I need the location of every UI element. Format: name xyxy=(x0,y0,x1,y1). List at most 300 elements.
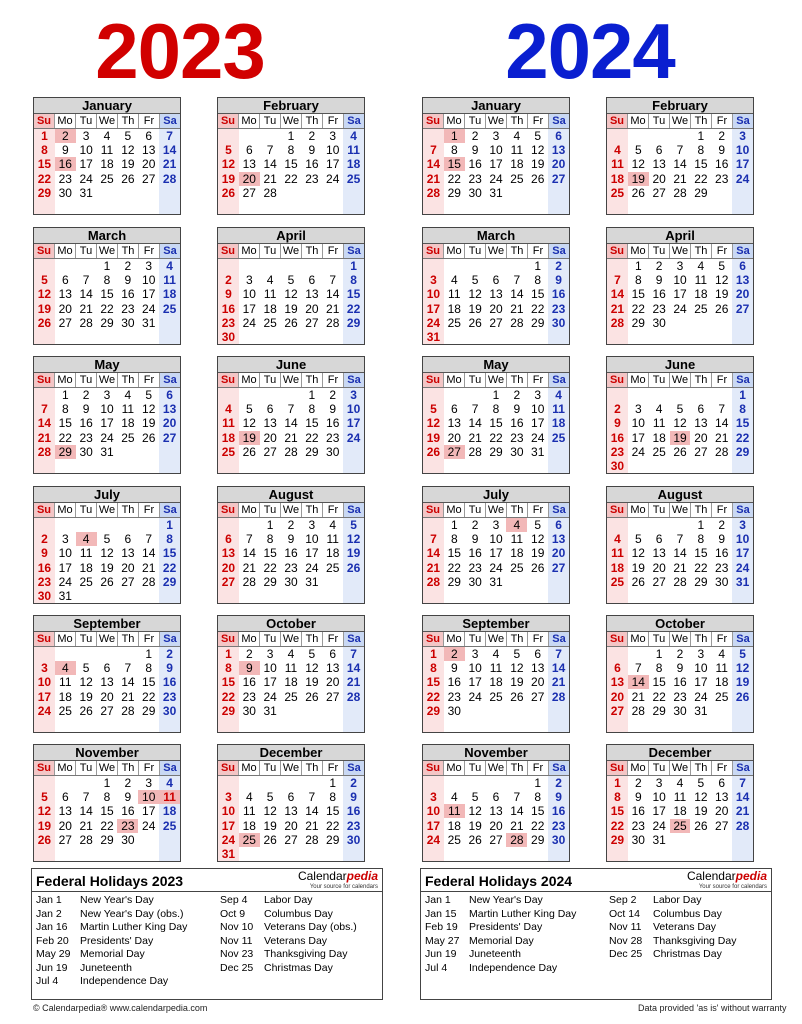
day-cell: 30 xyxy=(121,832,135,847)
weekday-label: Fr xyxy=(712,244,733,258)
day-cell: 16 xyxy=(326,416,340,431)
day-cell: 9 xyxy=(471,532,479,547)
empty-cell xyxy=(444,718,465,732)
week-row xyxy=(423,518,569,532)
day-cell: 4 xyxy=(655,402,663,417)
day-cell: 13 xyxy=(652,546,666,561)
day-cell: 9 xyxy=(614,416,621,431)
weekday-header xyxy=(34,503,180,518)
day-cell: 29 xyxy=(531,315,545,330)
day-cell: 27 xyxy=(58,315,72,330)
day-cell: 24 xyxy=(263,689,277,704)
day-cell: 27 xyxy=(100,703,114,718)
month-name: June xyxy=(607,357,753,373)
weekday-label: Su xyxy=(607,503,628,517)
day-cell: 21 xyxy=(426,171,441,186)
footer-copyright[interactable]: © Calendarpedia® www.calendarpedia.com xyxy=(33,1003,208,1013)
week-row xyxy=(34,561,180,575)
day-cell: 24 xyxy=(426,315,441,330)
weekday-label: Mo xyxy=(444,373,465,387)
empty-cell xyxy=(649,330,670,344)
day-cell: 16 xyxy=(551,287,566,302)
month-name: September xyxy=(423,616,569,632)
weekday-label: We xyxy=(670,373,691,387)
day-cell: 22 xyxy=(305,430,319,445)
weekday-label: Fr xyxy=(528,244,549,258)
week-row xyxy=(423,647,569,661)
day-cell: 31 xyxy=(426,329,441,344)
week-row xyxy=(34,459,180,473)
day-cell: 6 xyxy=(145,129,153,143)
day-cell: 1 xyxy=(329,776,337,790)
empty-cell xyxy=(711,833,732,847)
calendarpedia-logo[interactable]: Calendarpedia Your source for calendars xyxy=(686,869,767,890)
weekday-label: Tu xyxy=(76,632,97,646)
day-cell: 22 xyxy=(100,301,114,316)
day-cell: 23 xyxy=(631,818,645,833)
week-row xyxy=(34,847,180,861)
day-cell: 10 xyxy=(346,402,361,417)
week-row xyxy=(607,718,753,732)
weekday-label: We xyxy=(281,373,302,387)
month-october-2024 xyxy=(606,615,754,733)
empty-cell xyxy=(218,200,239,214)
day-cell: 10 xyxy=(652,790,666,805)
weekday-label: Th xyxy=(691,503,712,517)
day-cell: 29 xyxy=(162,574,177,589)
holiday-item xyxy=(425,962,576,976)
day-cell: 16 xyxy=(221,301,236,316)
empty-cell xyxy=(55,330,76,344)
weekday-label: Mo xyxy=(55,373,76,387)
day-cell: 17 xyxy=(694,675,708,690)
empty-cell xyxy=(423,259,444,273)
day-cell: 1 xyxy=(739,388,746,402)
empty-cell xyxy=(506,776,527,790)
empty-cell xyxy=(670,833,691,847)
empty-cell xyxy=(260,330,281,344)
empty-cell xyxy=(97,518,118,532)
day-cell: 20 xyxy=(447,430,461,445)
weekday-header xyxy=(607,632,753,647)
weekday-label: Su xyxy=(34,761,55,775)
day-cell: 22 xyxy=(694,560,708,575)
day-cell: 5 xyxy=(634,143,642,158)
month-name: August xyxy=(218,487,364,503)
day-cell: 21 xyxy=(284,430,298,445)
week-row xyxy=(34,790,180,804)
day-cell: 27 xyxy=(489,315,503,330)
week-row xyxy=(423,833,569,847)
holiday-name: Juneteenth xyxy=(80,961,132,974)
day-cell: 26 xyxy=(694,818,708,833)
day-cell: 25 xyxy=(79,574,93,589)
empty-cell xyxy=(117,647,138,661)
day-cell: 11 xyxy=(489,661,503,676)
day-cell: 14 xyxy=(673,157,687,172)
day-cell: 23 xyxy=(121,301,135,316)
empty-cell xyxy=(506,847,527,861)
day-cell: 12 xyxy=(468,287,482,302)
weekday-label: Tu xyxy=(260,244,281,258)
holiday-date: Feb 20 xyxy=(36,934,69,947)
week-row xyxy=(34,200,180,214)
week-row xyxy=(218,819,364,833)
month-august-2024 xyxy=(606,486,754,604)
holiday-day-cell: 16 xyxy=(55,157,76,171)
day-cell: 5 xyxy=(287,273,295,288)
day-cell: 7 xyxy=(82,273,90,288)
day-cell: 7 xyxy=(41,402,48,417)
day-cell: 3 xyxy=(41,661,48,676)
day-cell: 17 xyxy=(531,416,545,431)
empty-cell xyxy=(343,200,364,214)
day-cell: 6 xyxy=(492,790,500,805)
week-row xyxy=(218,776,364,790)
holiday-item xyxy=(36,975,187,989)
week-row xyxy=(218,143,364,157)
day-cell: 22 xyxy=(652,689,666,704)
day-cell: 1 xyxy=(350,259,357,273)
holiday-date: Sep 2 xyxy=(609,894,637,906)
day-cell: 24 xyxy=(468,689,482,704)
weekday-label: Th xyxy=(118,503,139,517)
empty-cell xyxy=(34,259,55,273)
empty-cell xyxy=(34,518,55,532)
month-december-2023 xyxy=(217,744,365,862)
day-cell: 10 xyxy=(100,402,114,417)
week-row xyxy=(607,819,753,833)
day-cell: 24 xyxy=(531,430,545,445)
empty-cell xyxy=(423,200,444,214)
day-cell: 30 xyxy=(673,703,687,718)
day-cell: 11 xyxy=(326,532,339,547)
week-row xyxy=(218,287,364,301)
month-name: March xyxy=(423,228,569,244)
empty-cell xyxy=(527,575,548,589)
empty-cell xyxy=(732,186,753,200)
holiday-item xyxy=(609,908,736,922)
weekday-header xyxy=(607,373,753,388)
holiday-name: Veterans Day xyxy=(264,934,328,947)
weekday-label: Mo xyxy=(444,244,465,258)
week-row xyxy=(218,833,364,847)
empty-cell xyxy=(260,589,281,603)
day-cell: 9 xyxy=(61,143,69,158)
day-cell: 18 xyxy=(489,675,503,690)
week-row xyxy=(34,431,180,445)
day-cell: 13 xyxy=(221,546,236,561)
week-row xyxy=(34,143,180,157)
day-cell: 25 xyxy=(652,444,666,459)
day-cell: 17 xyxy=(305,546,319,561)
month-july-2024 xyxy=(422,486,570,604)
weekday-label: Su xyxy=(607,632,628,646)
week-row xyxy=(34,690,180,704)
empty-cell xyxy=(281,200,302,214)
day-cell: 6 xyxy=(697,402,705,417)
empty-cell xyxy=(239,518,260,532)
day-cell: 15 xyxy=(531,804,545,819)
day-cell: 25 xyxy=(58,703,72,718)
day-cell: 21 xyxy=(121,689,135,704)
weekday-label: Sa xyxy=(344,761,364,775)
footer-disclaimer: Data provided 'as is' without warranty xyxy=(638,1003,787,1013)
empty-cell xyxy=(670,847,691,861)
day-cell: 19 xyxy=(694,804,708,819)
day-cell: 11 xyxy=(510,532,524,547)
week-row xyxy=(607,690,753,704)
week-row xyxy=(218,589,364,603)
day-cell: 20 xyxy=(551,546,566,561)
empty-cell xyxy=(423,718,444,732)
day-cell: 14 xyxy=(673,546,687,561)
weekday-label: Th xyxy=(691,761,712,775)
day-cell: 19 xyxy=(221,171,236,186)
weekday-label: Th xyxy=(302,761,323,775)
day-cell: 3 xyxy=(430,790,437,805)
weekday-header xyxy=(423,114,569,129)
empty-cell xyxy=(322,330,343,344)
holiday-item xyxy=(36,935,187,949)
day-cell: 12 xyxy=(631,546,645,561)
day-cell: 6 xyxy=(555,129,562,143)
day-cell: 4 xyxy=(614,532,621,547)
day-cell: 21 xyxy=(79,301,93,316)
day-cell: 7 xyxy=(329,273,337,288)
day-cell: 1 xyxy=(266,518,274,532)
day-cell: 27 xyxy=(735,301,750,316)
empty-cell xyxy=(527,200,548,214)
holiday-name: Christmas Day xyxy=(264,961,333,974)
empty-cell xyxy=(343,445,364,459)
holiday-name: Martin Luther King Day xyxy=(469,907,577,920)
holiday-item xyxy=(609,894,736,908)
week-row xyxy=(218,661,364,675)
week-row xyxy=(218,302,364,316)
day-cell: 17 xyxy=(346,416,361,431)
day-cell: 11 xyxy=(448,287,461,302)
day-cell: 24 xyxy=(242,315,256,330)
day-cell: 31 xyxy=(489,574,503,589)
weekday-label: Mo xyxy=(628,114,649,128)
day-cell: 7 xyxy=(471,402,479,417)
month-name: January xyxy=(34,98,180,114)
weekday-label: Mo xyxy=(444,114,465,128)
month-june-2024 xyxy=(606,356,754,474)
holiday-date: Feb 19 xyxy=(425,921,458,933)
day-cell: 5 xyxy=(41,273,48,288)
empty-cell xyxy=(444,259,465,273)
day-cell: 25 xyxy=(694,301,708,316)
day-cell: 1 xyxy=(308,388,316,402)
day-cell: 21 xyxy=(346,675,361,690)
empty-cell xyxy=(159,589,180,603)
day-cell: 27 xyxy=(121,574,135,589)
day-cell: 28 xyxy=(673,185,687,200)
weekday-label: We xyxy=(486,114,507,128)
day-cell: 30 xyxy=(121,315,135,330)
weekday-label: Sa xyxy=(549,761,569,775)
holiday-date: Jun 19 xyxy=(425,948,457,960)
day-cell: 14 xyxy=(510,287,524,302)
month-name: April xyxy=(607,228,753,244)
weekday-label: Fr xyxy=(323,632,344,646)
week-row xyxy=(34,776,180,790)
calendarpedia-logo[interactable]: Calendarpedia Your source for calendars xyxy=(297,869,378,890)
day-cell: 11 xyxy=(552,402,565,417)
day-cell: 18 xyxy=(510,157,524,172)
day-cell: 19 xyxy=(79,689,93,704)
day-cell: 13 xyxy=(489,804,503,819)
empty-cell xyxy=(343,718,364,732)
day-cell: 20 xyxy=(551,157,566,172)
day-cell: 23 xyxy=(221,315,236,330)
day-cell: 6 xyxy=(166,388,173,402)
month-march-2023 xyxy=(33,227,181,345)
day-cell: 25 xyxy=(447,315,461,330)
empty-cell xyxy=(444,589,465,603)
empty-cell xyxy=(159,330,180,344)
day-cell: 11 xyxy=(611,157,624,172)
day-cell: 21 xyxy=(510,301,524,316)
holiday-day-cell: 2 xyxy=(55,129,76,143)
weekday-label: Mo xyxy=(239,244,260,258)
day-cell: 6 xyxy=(124,532,132,547)
day-cell: 16 xyxy=(121,804,135,819)
day-cell: 30 xyxy=(162,703,177,718)
week-row xyxy=(34,804,180,818)
day-cell: 12 xyxy=(531,532,545,547)
empty-cell xyxy=(670,129,691,143)
weekday-label: Th xyxy=(507,632,528,646)
day-cell: 29 xyxy=(326,832,340,847)
day-cell: 21 xyxy=(142,560,156,575)
empty-cell xyxy=(548,459,569,473)
day-cell: 1 xyxy=(430,647,437,661)
day-cell: 14 xyxy=(426,546,441,561)
day-cell: 24 xyxy=(673,301,687,316)
day-cell: 8 xyxy=(287,143,295,158)
day-cell: 30 xyxy=(326,444,340,459)
weekday-header xyxy=(607,244,753,259)
day-cell: 18 xyxy=(694,287,708,302)
day-cell: 26 xyxy=(631,574,645,589)
weekday-label: Fr xyxy=(528,761,549,775)
day-cell: 2 xyxy=(225,273,232,288)
day-cell: 10 xyxy=(58,546,72,561)
day-cell: 15 xyxy=(735,416,750,431)
month-march-2024 xyxy=(422,227,570,345)
empty-cell xyxy=(218,589,239,603)
weekday-header xyxy=(218,244,364,259)
week-row xyxy=(34,647,180,661)
day-cell: 15 xyxy=(694,157,708,172)
day-cell: 1 xyxy=(697,518,705,532)
day-cell: 13 xyxy=(263,416,277,431)
day-cell: 4 xyxy=(329,518,337,532)
empty-cell xyxy=(506,330,527,344)
empty-cell xyxy=(301,704,322,718)
empty-cell xyxy=(670,518,691,532)
empty-cell xyxy=(690,459,711,473)
week-row xyxy=(34,129,180,143)
week-row xyxy=(423,690,569,704)
week-row xyxy=(34,661,180,675)
weekday-label: Th xyxy=(507,114,528,128)
empty-cell xyxy=(322,186,343,200)
holiday-date: Jan 2 xyxy=(36,907,62,920)
day-cell: 26 xyxy=(263,832,277,847)
day-cell: 3 xyxy=(225,790,232,805)
week-row xyxy=(218,186,364,200)
day-cell: 18 xyxy=(326,546,340,561)
day-cell: 13 xyxy=(305,287,319,302)
day-cell: 21 xyxy=(426,560,441,575)
weekday-header xyxy=(607,503,753,518)
empty-cell xyxy=(423,847,444,861)
weekday-label: Su xyxy=(423,373,444,387)
day-cell: 7 xyxy=(614,273,621,288)
holiday-name: Presidents' Day xyxy=(469,921,543,933)
empty-cell xyxy=(159,718,180,732)
day-cell: 29 xyxy=(100,315,114,330)
day-cell: 5 xyxy=(308,647,316,661)
week-row xyxy=(218,675,364,689)
day-cell: 22 xyxy=(447,560,461,575)
day-cell: 3 xyxy=(492,129,500,143)
holiday-name: Memorial Day xyxy=(80,948,145,960)
empty-cell xyxy=(138,186,159,200)
day-cell: 15 xyxy=(58,416,72,431)
empty-cell xyxy=(138,518,159,532)
day-cell: 23 xyxy=(468,171,482,186)
week-row xyxy=(34,287,180,301)
day-cell: 7 xyxy=(145,532,153,547)
empty-cell xyxy=(55,459,76,473)
day-cell: 29 xyxy=(100,832,114,847)
week-row xyxy=(607,388,753,402)
day-cell: 29 xyxy=(631,315,645,330)
day-cell: 19 xyxy=(468,818,482,833)
holiday-day-cell: 29 xyxy=(55,445,76,459)
empty-cell xyxy=(732,200,753,214)
day-cell: 15 xyxy=(694,546,708,561)
empty-cell xyxy=(159,847,180,861)
day-cell: 9 xyxy=(555,273,562,288)
day-cell: 6 xyxy=(555,518,562,532)
weekday-label: Su xyxy=(423,761,444,775)
weekday-label: Su xyxy=(218,244,239,258)
day-cell: 5 xyxy=(245,402,253,417)
day-cell: 22 xyxy=(426,689,441,704)
day-cell: 7 xyxy=(634,661,642,676)
empty-cell xyxy=(281,704,302,718)
day-cell: 2 xyxy=(124,259,132,273)
empty-cell xyxy=(34,718,55,732)
day-cell: 9 xyxy=(287,532,295,547)
day-cell: 30 xyxy=(79,444,93,459)
empty-cell xyxy=(506,589,527,603)
day-cell: 23 xyxy=(673,689,687,704)
day-cell: 11 xyxy=(79,546,93,561)
day-cell: 7 xyxy=(124,661,132,676)
empty-cell xyxy=(239,589,260,603)
empty-cell xyxy=(465,704,486,718)
empty-cell xyxy=(465,330,486,344)
weekday-label: Fr xyxy=(528,503,549,517)
day-cell: 19 xyxy=(37,301,52,316)
